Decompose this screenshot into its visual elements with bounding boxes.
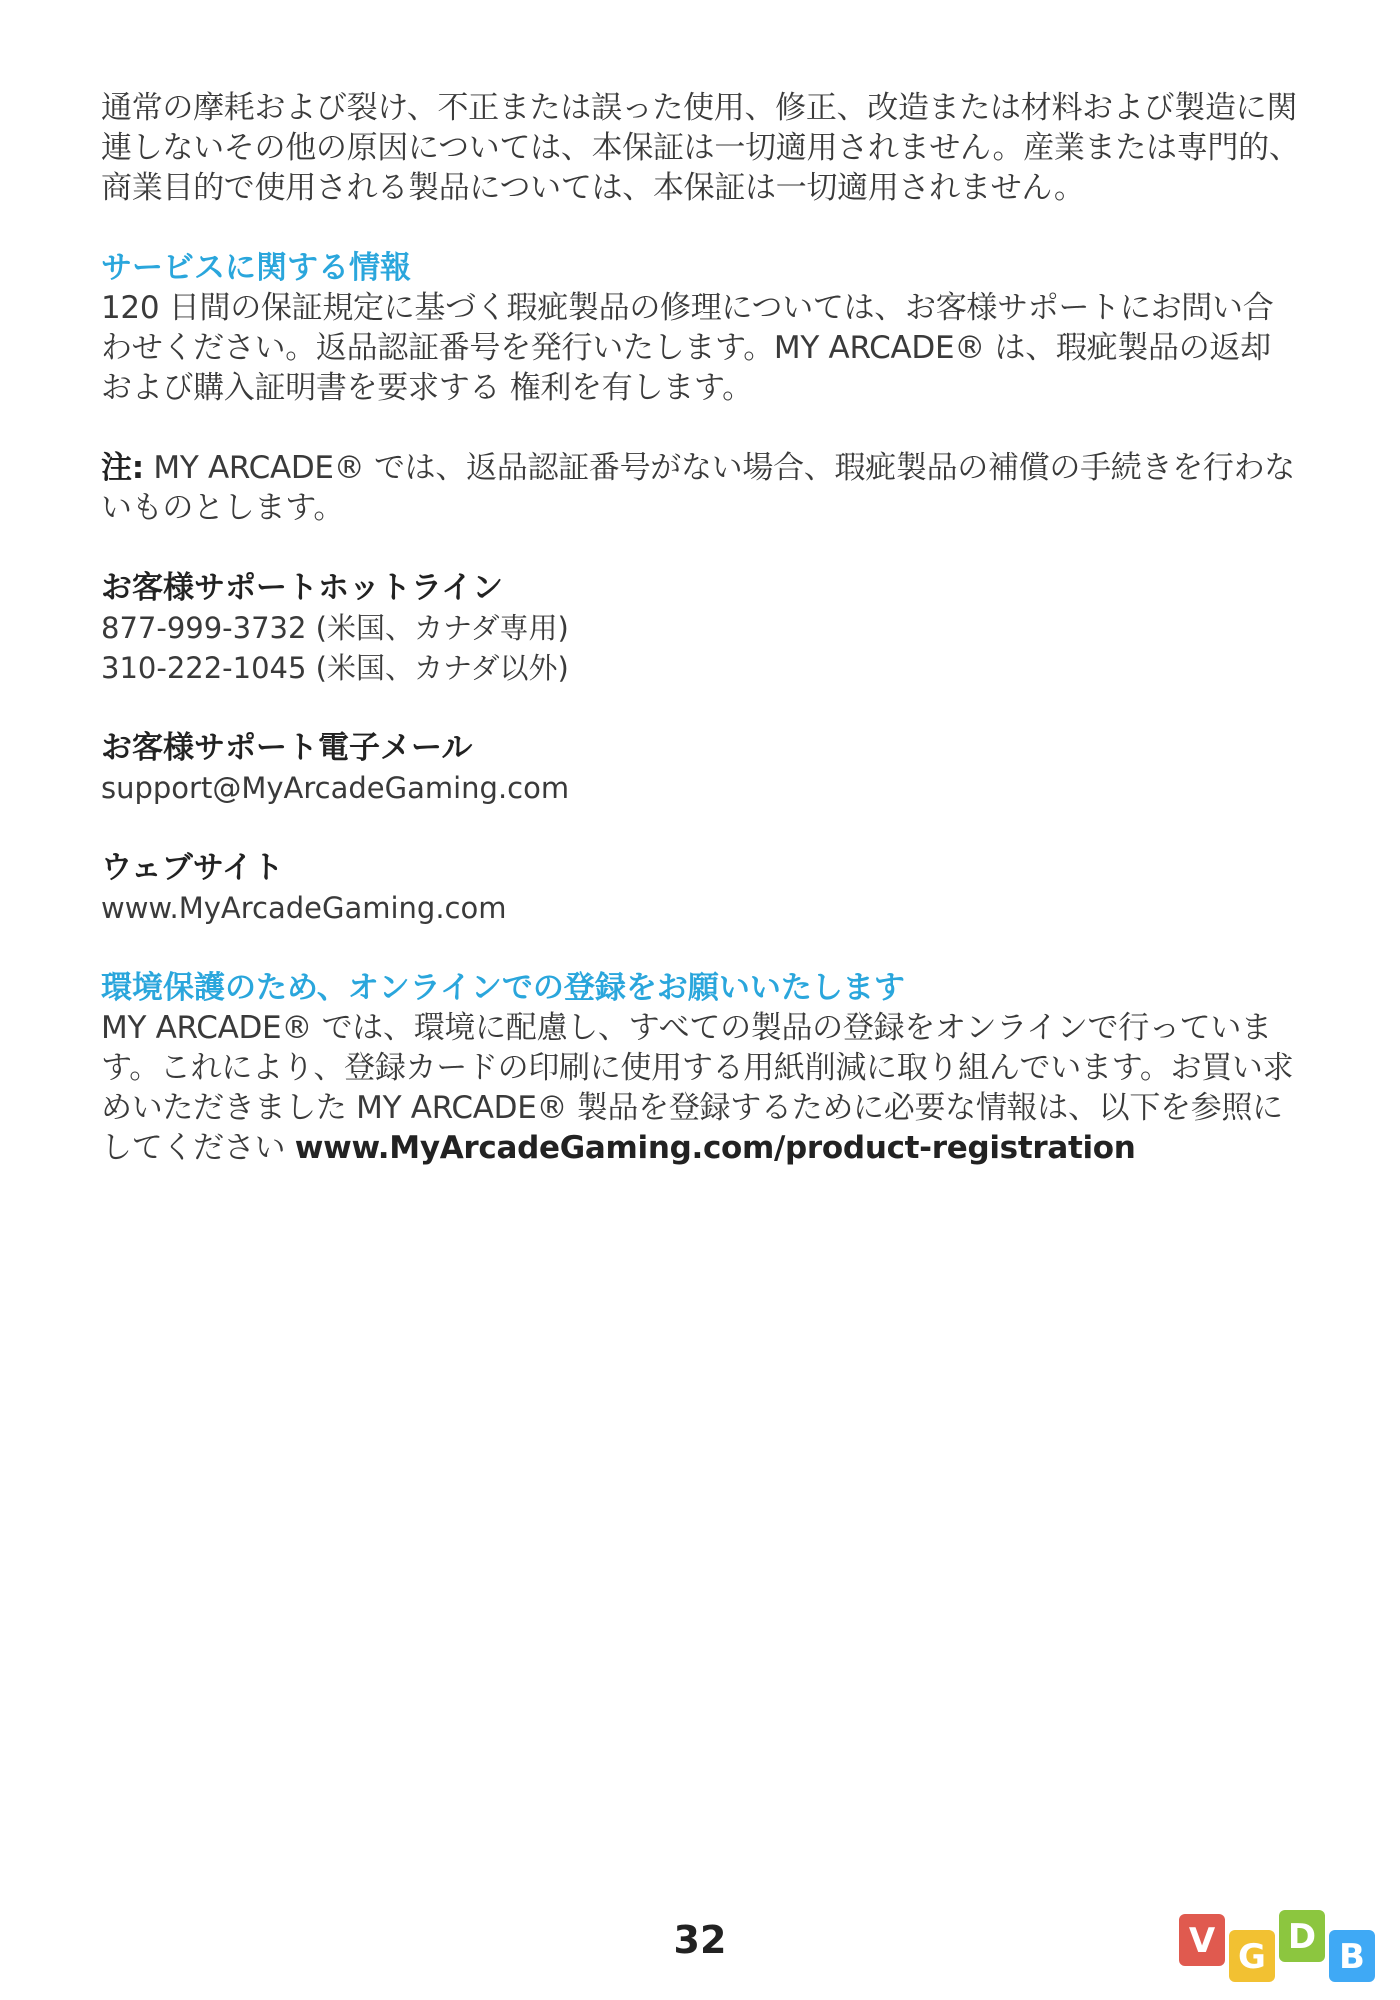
vgdb-tile-b bbox=[1329, 1930, 1375, 1982]
email-section bbox=[101, 728, 1301, 808]
email-heading: お客様サポート電子メール bbox=[101, 730, 473, 766]
vgdb-tile-g bbox=[1229, 1930, 1275, 1982]
note-section bbox=[101, 448, 1301, 528]
hotline-heading: お客様サポートホットライン bbox=[101, 570, 504, 606]
service-info-heading: サービスに関する情報 bbox=[101, 250, 411, 286]
hotline-international: 310-222-1045 (米国、カナダ以外) bbox=[101, 651, 569, 685]
registration-section bbox=[101, 968, 1301, 1168]
note-label: 注: bbox=[101, 450, 144, 486]
website-section bbox=[101, 848, 1301, 928]
vgdb-watermark-logo bbox=[1177, 1908, 1382, 1990]
support-email: support@MyArcadeGaming.com bbox=[101, 771, 570, 805]
hotline-us-canada: 877-999-3732 (米国、カナダ専用) bbox=[101, 611, 569, 645]
vgdb-tile-d bbox=[1279, 1910, 1325, 1962]
website-url: www.MyArcadeGaming.com bbox=[101, 891, 507, 925]
warranty-exclusion-text: 通常の摩耗および裂け、不正または誤った使用、修正、改造または材料および製造に関連しないその他の原因については、本保証は一切適用されません。産業または専門的、商業目的で使用される製品については、本保証は一切適用されません。 bbox=[101, 90, 1300, 206]
vgdb-letter-v: V bbox=[1188, 1921, 1216, 1961]
registration-heading: 環境保護のため、オンラインでの登録をお願いいたします bbox=[101, 970, 905, 1006]
service-info-section bbox=[101, 248, 1301, 408]
service-info-text: 120 日間の保証規定に基づく瑕疵製品の修理については、お客様サポートにお問い合わせください。返品認証番号を発行いたします。MY ARCADE® は、瑕疵製品の返却および購入証明書を要求する 権利を有します。 bbox=[101, 290, 1274, 406]
website-heading: ウェブサイト bbox=[101, 850, 284, 886]
page-number: 32 bbox=[673, 1918, 727, 1962]
note-paragraph bbox=[101, 448, 1301, 528]
vgdb-letter-g: G bbox=[1238, 1937, 1266, 1977]
warranty-exclusion-section bbox=[101, 88, 1301, 208]
registration-text: MY ARCADE® では、環境に配慮し、すべての製品の登録をオンラインで行っています。これにより、登録カードの印刷に使用する用紙削減に取り組んでいます。お買い求めいただきました MY ARCADE® 製品を登録するために必要な情報は、以下を参照にしてください bbox=[101, 1010, 1294, 1166]
vgdb-letter-b: B bbox=[1339, 1937, 1365, 1977]
registration-paragraph bbox=[101, 1008, 1301, 1168]
registration-link: www.MyArcadeGaming.com/product-registration bbox=[294, 1130, 1136, 1166]
hotline-section bbox=[101, 568, 1301, 688]
manual-page bbox=[101, 88, 1301, 1208]
vgdb-tile-v bbox=[1179, 1914, 1225, 1966]
note-text: MY ARCADE® では、返品認証番号がない場合、瑕疵製品の補償の手続きを行わないものとします。 bbox=[101, 450, 1295, 526]
vgdb-letter-d: D bbox=[1287, 1917, 1317, 1957]
